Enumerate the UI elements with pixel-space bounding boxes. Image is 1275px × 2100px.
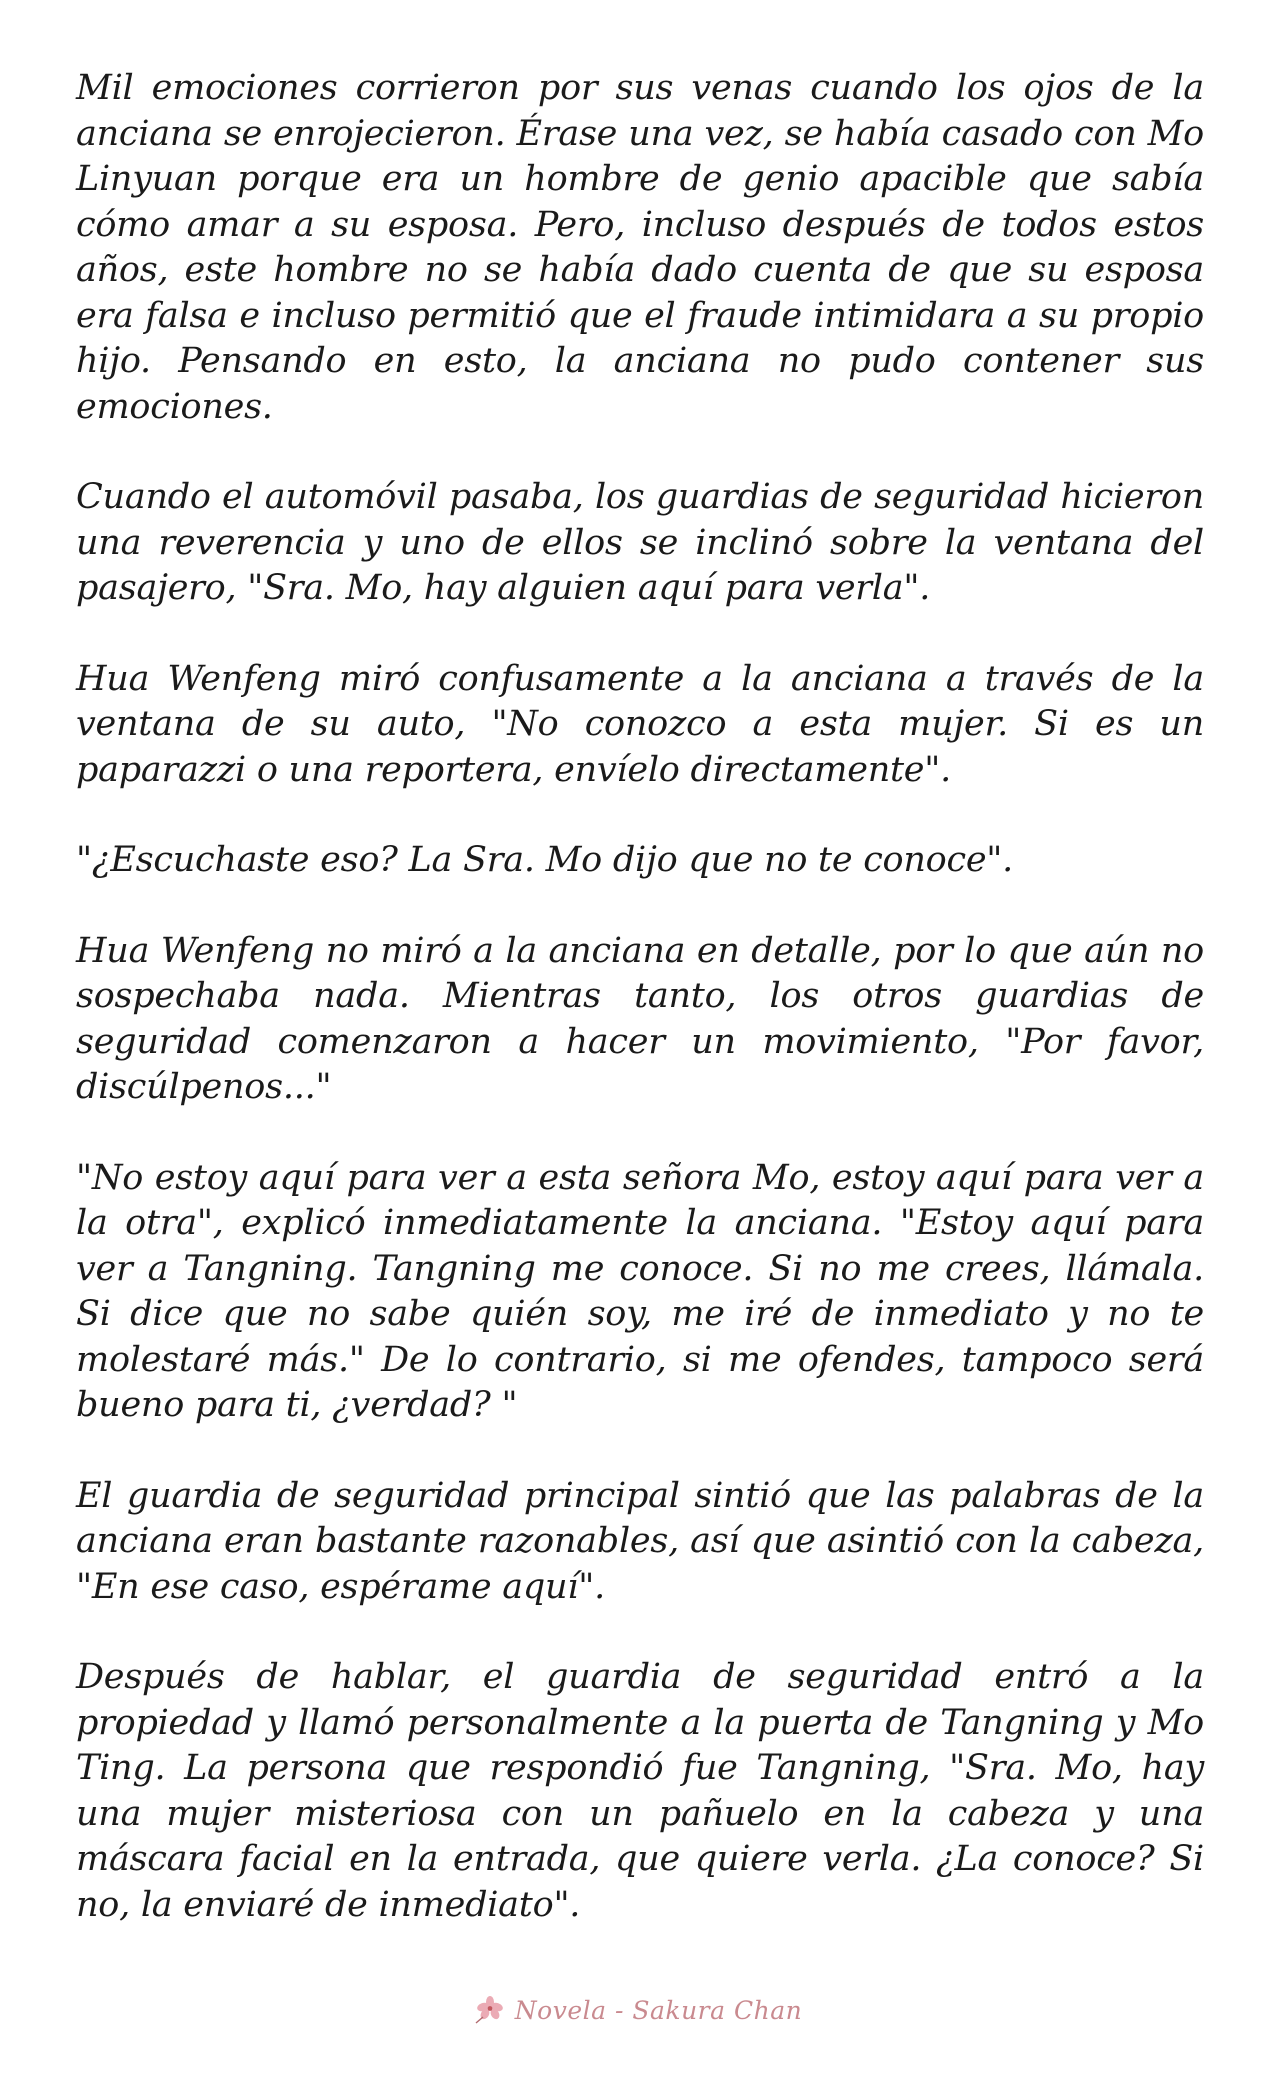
watermark-text: Novela - Sakura Chan: [514, 1995, 803, 2025]
paragraph-5: Hua Wenfeng no miró a la anciana en detalle, por lo que aún no sospechaba nada. Mientras tanto, los otros guardias de seguridad comenzaron a hacer un movimiento, "Por favor, discúlpenos...": [76, 930, 1204, 1107]
paragraph-6: "No estoy aquí para ver a esta señora Mo, estoy aquí para ver a la otra", explicó inmediatamente la anciana. "Estoy aquí para ver a Tangning. Tangning me conoce. Si no me crees, llámala. Si dice que no sabe quién soy, me iré de inmediato y no te molestaré más." De lo contrario, si me ofendes, tampoco será bueno para ti, ¿verdad? ": [76, 1157, 1204, 1425]
paragraph-4: "¿Escuchaste eso? La Sra. Mo dijo que no te conoce".: [76, 840, 1014, 880]
paragraph-2: Cuando el automóvil pasaba, los guardias de seguridad hicieron una reverencia y uno de ellos se inclinó sobre la ventana del pasajero, "Sra. Mo, hay alguien aquí para verla".: [76, 477, 1204, 608]
sakura-flower-icon: [473, 1995, 507, 2025]
watermark: [0, 1995, 1275, 2025]
paragraph-7: El guardia de seguridad principal sintió que las palabras de la anciana eran bastante razonables, así que asintió con la cabeza, "En ese caso, espérame aquí".: [76, 1475, 1204, 1607]
document-body: [76, 66, 1204, 1973]
paragraph-1: Mil emociones corrieron por sus venas cuando los ojos de la anciana se enrojecieron. Érase una vez, se había casado con Mo Linyuan porque era un hombre de genio apacible que sabía cómo amar a su esposa. Pero, incluso después de todos estos años, este hombre no se había dado cuenta de que su esposa era falsa e incluso permitió que el fraude intimidara a su propio hijo. Pensando en esto, la anciana no pudo contener sus emociones.: [76, 68, 1204, 427]
paragraph-3: Hua Wenfeng miró confusamente a la anciana a través de la ventana de su auto, "No conozco a esta mujer. Si es un paparazzi o una reportera, envíelo directamente".: [76, 658, 1204, 790]
paragraph-8: Después de hablar, el guardia de seguridad entró a la propiedad y llamó personalmente a la puerta de Tangning y Mo Ting. La persona que respondió fue Tangning, "Sra. Mo, hay una mujer misteriosa con un pañuelo en la cabeza y una máscara facial en la entrada, que quiere verla. ¿La conoce? Si no, la enviaré de inmediato".: [76, 1657, 1204, 1925]
